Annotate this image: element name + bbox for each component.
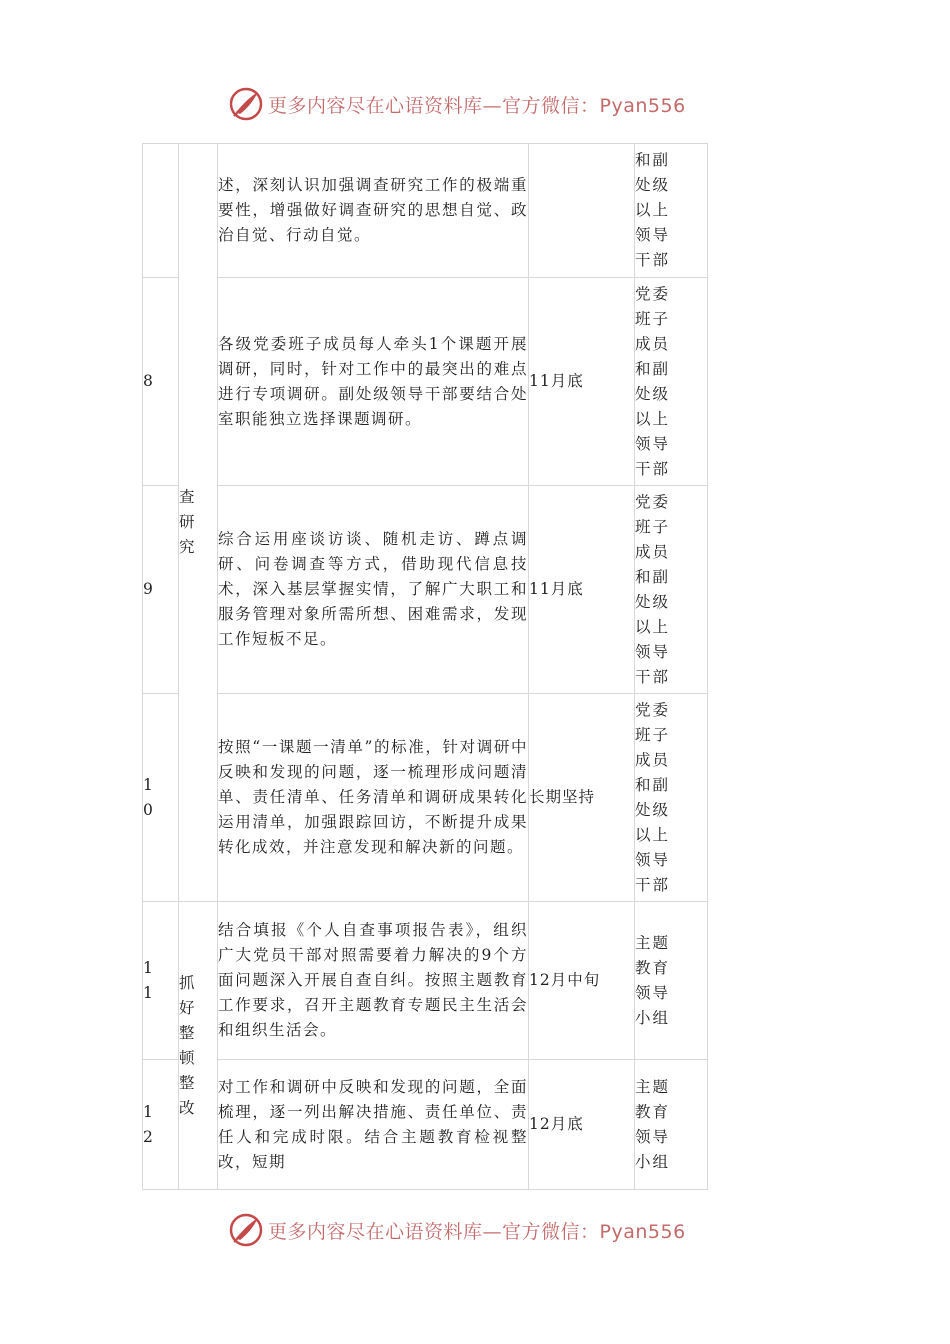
banner-text: 更多内容尽在心语资料库—官方微信：: [268, 1220, 600, 1243]
header-banner: [228, 84, 748, 124]
table-row: [143, 144, 708, 278]
deadline: 12月中旬: [529, 902, 635, 1060]
task-content: 按照“一课题一清单”的标准，针对调研中反映和发现的问题，逐一梳理形成问题清单、责任清单、任务清单和调研成果转化运用清单，加强跟踪回访，不断提升成果转化成效，并注意发现和解决新的问题。: [218, 694, 529, 902]
responsible: 主题教育领导小组: [635, 1060, 708, 1190]
responsible: 党委班子成员和副处级以上领导干部: [635, 694, 708, 902]
row-number: 12: [143, 1060, 179, 1190]
table-row: [143, 902, 708, 1060]
responsible: 和副处级以上领导干部: [635, 144, 708, 278]
banner-account: Pyan556: [599, 1220, 686, 1243]
banner-account: Pyan556: [599, 94, 686, 117]
row-number: 9: [143, 486, 179, 694]
responsible: 党委班子成员和副处级以上领导干部: [635, 278, 708, 486]
banner-text: 更多内容尽在心语资料库—官方微信：: [268, 94, 600, 117]
task-content: 综合运用座谈访谈、随机走访、蹲点调研、问卷调查等方式，借助现代信息技术，深入基层掌握实情，了解广大职工和服务管理对象所需所想、困难需求，发现工作短板不足。: [218, 486, 529, 694]
deadline: [529, 144, 635, 278]
task-content: 结合填报《个人自查事项报告表》，组织广大党员干部对照需要着力解决的9个方面问题深入开展自查自纠。按照主题教育工作要求，召开主题教育专题民主生活会和组织生活会。: [218, 902, 529, 1060]
plan-table: [142, 143, 708, 1190]
row-number: 8: [143, 278, 179, 486]
quill-logo-icon: [228, 86, 264, 122]
responsible: 党委班子成员和副处级以上领导干部: [635, 486, 708, 694]
task-content: 各级党委班子成员每人牵头1个课题开展调研，同时，针对工作中的最突出的难点进行专项调研。副处级领导干部要结合处室职能独立选择课题调研。: [218, 278, 529, 486]
category-cell: 抓好整顿整改: [179, 902, 218, 1190]
task-content: 述，深刻认识加强调查研究工作的极端重要性，增强做好调查研究的思想自觉、政治自觉、行动自觉。: [218, 144, 529, 278]
row-number: 11: [143, 902, 179, 1060]
deadline: 11月底: [529, 486, 635, 694]
row-number: 10: [143, 694, 179, 902]
footer-banner: [228, 1210, 748, 1250]
table-row: [143, 694, 708, 902]
row-number: [143, 144, 179, 278]
table-row: [143, 1060, 708, 1190]
responsible: 主题教育领导小组: [635, 902, 708, 1060]
deadline: 11月底: [529, 278, 635, 486]
quill-logo-icon: [228, 1212, 264, 1248]
category-cell: 查研究: [179, 144, 218, 902]
table-row: [143, 486, 708, 694]
task-content: 对工作和调研中反映和发现的问题，全面梳理，逐一列出解决措施、责任单位、责任人和完成时限。结合主题教育检视整改，短期: [218, 1060, 529, 1190]
deadline: 长期坚持: [529, 694, 635, 902]
table-row: [143, 278, 708, 486]
deadline: 12月底: [529, 1060, 635, 1190]
